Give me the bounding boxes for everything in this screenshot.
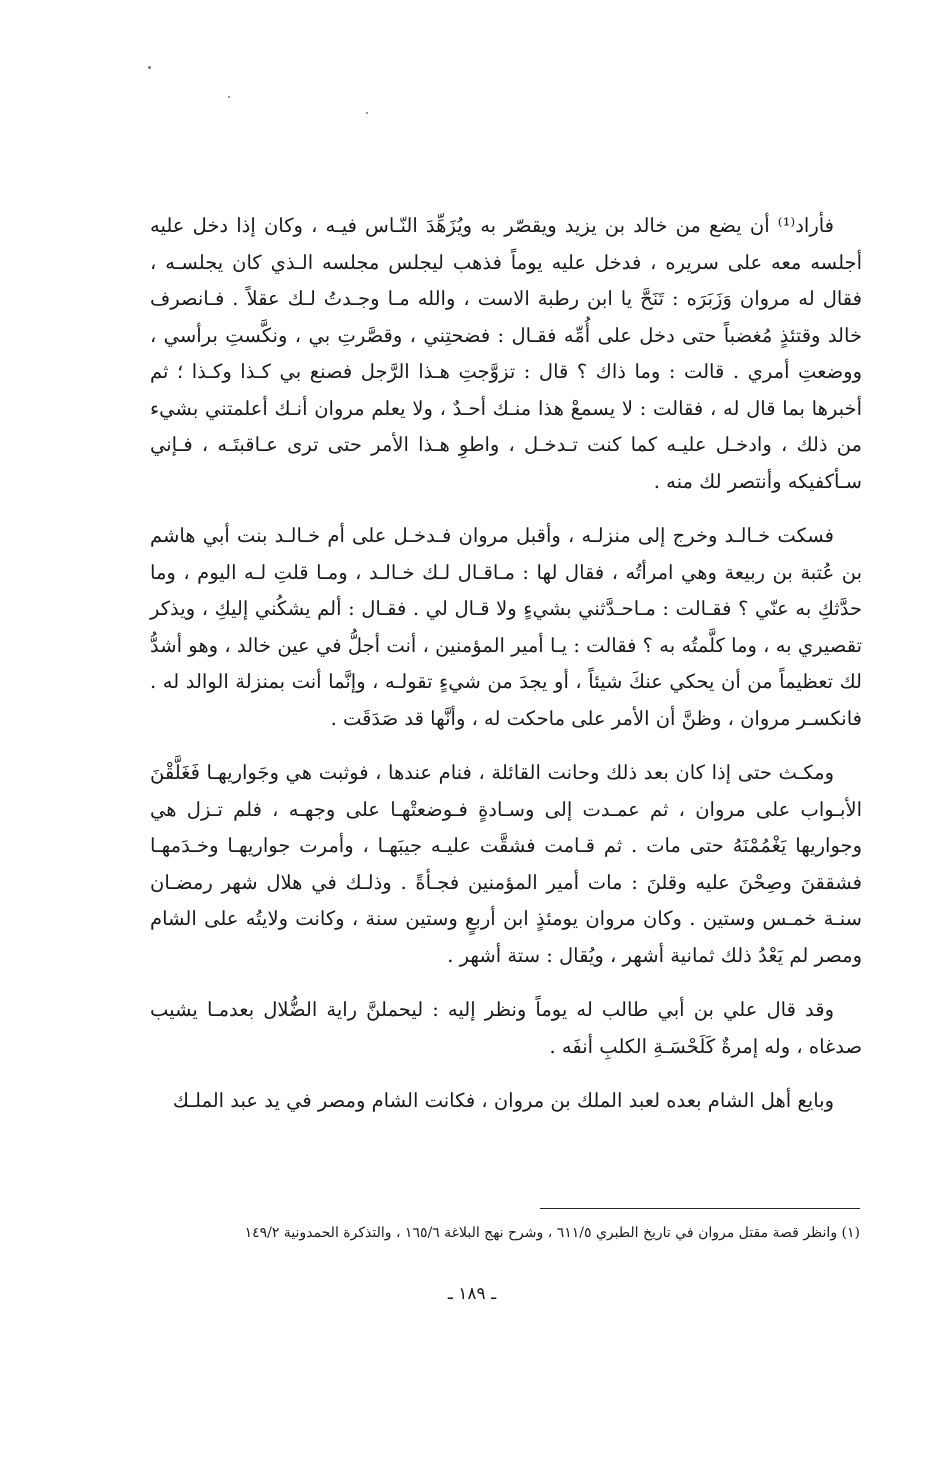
paragraph-4: وقد قال علي بن أبي طالب له يوماً ونظر إليه : ليحملنَّ راية الضُّلال بعدمـا يشيب صدغاه ، وله إمرةٌ كَلَحْسَـةِ الكلبِ أنفَه . xyxy=(150,998,862,1058)
page-number: ـ ١٨٩ ـ xyxy=(447,1284,497,1304)
paragraph-1: فأراد⁽¹⁾ أن يضع من خالد بن يزيد ويقصّر به ويُزَهِّدَ النّـاس فيـه ، وكان إذا دخل عليه أجلسه معه على سريره ، فدخل عليه يوماً فذهب ليجلس مجلسه الـذي كان يجلسـه ، فقال له مروان وَزَبَرَه : تَنَحَّ يا ابن رطبة الاست ، والله مـا وجـدتُ لـك عقلاً . فـانصرف خالد وقتئذٍ مُغضباً حتى دخل على أُمِّه فقـال : فضحتِني ، وقصَّرتِ بي ، ونكَّستِ برأسي ، ووضعتِ أمري . قالت : وما ذاك ؟ قال : تزوَّجتِ هـذا الرَّجل فصنع بي كـذا وكـذا ؛ ثم أخبرها بما قال له ، فقالت : لا يسمعْ هذا منـك أحـدٌ ، ولا يعلم مروان أنـك أعلمتني بشيء من ذلك ، وادخـل عليـه كما كنت تـدخـل ، واطوِ هـذا الأمر حتى ترى عـاقبتَـه ، فـإني سـأكفيكه وأنتصر لك منه . xyxy=(150,214,862,493)
scan-speck xyxy=(366,112,368,114)
footnote-separator xyxy=(540,1208,860,1209)
footnote: (١) وانظر قصة مقتل مروان في تاريخ الطبري ٦١١/٥ ، وشرح نهج البلاغة ١٦٥/٦ ، والتذكرة الحمدونية ١٤٩/٢ xyxy=(244,1225,860,1241)
paragraph-3: ومكـث حتى إذا كان بعد ذلك وحانت القائلة ، فنام عندها ، فوثبت هي وجَواريهـا فَغَلَّقْنَ الأبـواب على مروان ، ثم عمـدت إلى وسـادةٍ فـوضعتْهـا على وجهـه ، فلم تـزل هي وجواريها يَغْمُمْنَهُ حتى مات . ثم قـامت فشقَّت عليـه جيبَهـا ، وأمرت جواريهـا وخـدَمهـا فشققنَ وصِحْنَ عليه وقلنَ : مات أمير المؤمنين فجـأةً . وذلـك في هلال شهر رمضـان سنـة خمـس وستين . وكان مروان يومئذٍ ابن أربعٍ وستين سنة ، وكانت ولايتُه على الشام ومصر لم يَعْدُ ذلك ثمانية أشهر ، ويُقال : ستة أشهر . xyxy=(150,761,862,967)
main-text xyxy=(150,208,862,1138)
paragraph-5: وبايع أهل الشام بعده لعبد الملك بن مروان ، فكانت الشام ومصر في يد عبد الملـك xyxy=(172,1089,834,1112)
paragraph-2: فسكت خـالـد وخرج إلى منزلـه ، وأقبل مروان فـدخـل على أم خـالـد بنت أبي هاشم بن عُتبة بن ربيعة وهي امرأتُه ، فقال لها : مـاقـال لـك خـالـد ، ومـا قلتِ لـه اليوم ، وما حدَّثكِ به عنّي ؟ فقـالت : مـاحـدَّثني بشيءٍ ولا قـال لي . فقـال : ألم يشكُني إليكِ ، ويذكر تقصيري به ، وما كلَّمتُه به ؟ فقالت : يـا أمير المؤمنين ، أنت أجلُّ في عين خالد ، وهو أشدُّ لك تعظيماً من أن يحكي عنكَ شيئاً ، أو يجدَ من شيءٍ تقولـه ، وإنَّما أنت بمنزلة الوالد له . فانكسـر مروان ، وظنَّ أن الأمر على ماحكت له ، وأنَّها قد صَدَقَت . xyxy=(150,524,862,730)
scan-speck xyxy=(148,66,151,69)
scan-speck xyxy=(228,96,230,98)
